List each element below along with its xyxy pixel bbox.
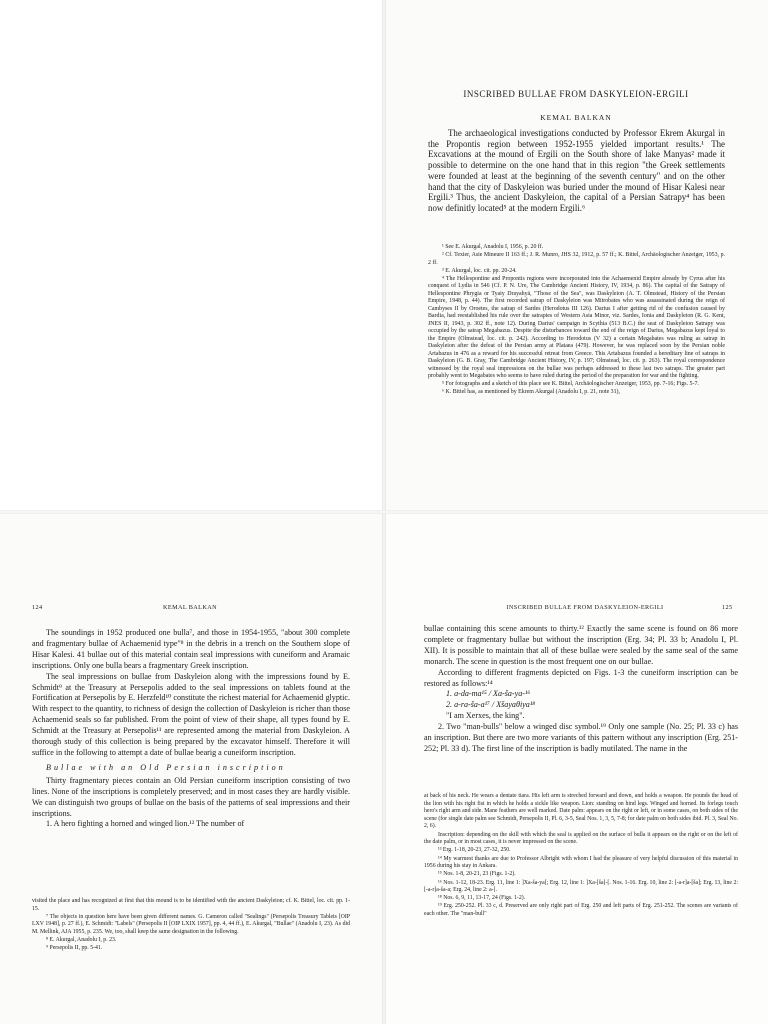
article-title: INSCRIBED BULLAE FROM DASKYLEION-ERGILI (463, 89, 689, 99)
footnote: ⁹ Persepolis II, pp. 5-41. (46, 945, 103, 952)
footnote: ⁷ The objects in question here have been given different names. G. Cameron called "Sealings" (Persepolis Treasury Tablets [OIP LXV 1948], p. 27 ff.), E. Schmidt: "Labels" (Persepolis II [OIP LXIX 1957], pp. 4, 44 ff.), E. Akurgal, "Bullae" (Anadolu I, 23). As did M. Mellink, AJA 1955, p. 235. We, too, shall keep the same designation in the following. (32, 913, 350, 935)
footnote: at back of his neck. He wears a dentate tiara. His left arm is streched forward and down, and holds a weapon. He pounds the head of the lion with his right fist in which he holds a sickle like weapon. Lion: standing on hind legs. Winged and horned. Its forlegs touch hero's right arm and side. Mane feathers are well marked. Date palm: appears on the right or left, or in some cases, on both sides of the scene (for single date palm see Schmidt, Persepolis II, Pl. 6, 3-5, Seal Nos. 1, 3, 5, 7-8; for date palm on both sides ibid. Pl. 3, Seal No. 2, 6). (424, 793, 738, 830)
footnote: visited the place and has recognized at first that this mound is to be identified with the ancient Daskyleion; cf. K. Bittel, loc. cit. pp. 1-15. (32, 898, 350, 912)
article-author: KEMAL BALKAN (540, 113, 612, 122)
paragraph: According to different fragments depicted on Figs. 1-3 the cuneiform inscription can be restored as follows:¹⁴ (424, 667, 738, 688)
paragraph: The seal impressions on bullae from Daskyleion along with the impressions found by E. Schmidt⁹ at the Treasury at Persepolis added to the seal impressions on tablets found at the Fortification at Persepolis by E. Herzfeld¹⁰ constitute the richest material for Achaemenid glyptic. With respect to the quantity, to richness of design the collection of Daskyleion is richer than those Achaemenid seals so far published. From the point of view of their shape, all types found by E. Schmidt at the Treasury at Persepolis¹¹ are represented among the material from Daskyleion. A thorough study of this collection is being prepared by the excavator himself. Therefore it will suffice in the following to attempt a date of bullae bearig a cuneiform inscription. (32, 671, 350, 757)
running-head: KEMAL BALKAN (163, 604, 217, 611)
body-text (424, 624, 738, 755)
footnote: ¹⁴ My warmest thanks are due to Professor Albright with whom I had the pleasure of very helpful discussion of this material in 1956 during his stay in Ankara. (424, 855, 738, 870)
footnote: ³ E. Akurgal, loc. cit. pp. 20-24. (442, 267, 517, 274)
translation-line: "I am Xerxes, the king". (446, 711, 525, 721)
blank-left-page-top (0, 0, 384, 512)
paragraph: The soundings in 1952 produced one bulla⁷, and those in 1954-1955, "about 300 complete and fragmentary bullae of Achaemenid type"⁸ in the debris in a trench on the Southern slope of Hisar Kalesi. 41 bullae out of this material contain seal impressions with cuneiform and Aramaic inscriptions. Only one bulla bears a fragmentary Greek inscription. (32, 628, 350, 670)
cuneiform-line: 1. a-da-ma¹⁵ / Xa-ša-ya-¹⁶ (446, 689, 531, 699)
footnote: ¹⁵ Nos. 1-8, 20-21, 23 (Figs. 1-2). (438, 871, 516, 878)
footnote: ⁴ The Hellespontine and Propontis regions were incorporated into the Achaemenid Empire already by Cyrus after his conquest of Lydia in 546 (Cf. P. N. Ure, The Cambridge Ancient History, IV, 1934, p. 86). The capital of the Satrapy of Hellespontine Phrygia or Tyaiy Drayahyā, "Those of the Sea", was Daskyleion (A. T. Olmstead, History of the Persian Empire, 1948, p. 44). The first recorded satrap of Daskyleion was Mitrobates who was assassinated during the reign of Cambyses II by Oroetes, the satrap of Sardes (Herodotus III 126). Darius I after getting rid of the confusion caused by Bardia, had reestablished his rule over the satrapies of Western Asia Minor, viz. Sardes, Ionia and Daskyleion (R. G. Kent, JNES II, 1943, p. 302 ff., note 12). During Darius' campaign in Scythia (513 B.C.) the seat of Daskyleion Satrapy was occupied by the satrap Megabazus. Despite the disturbances toward the end of the reign of Darius, Megabazus kept loyal to the Empire (Olmstead, loc. cit. p. 242). According to Herodotus (V 32) a certain Megabates was ruling as satrap in Daskyleion after the defeat of the Persian army at Plataea (479). However, he was replaced soon by the Persian noble Artabazus in 476 as a reward for his successful retreat from Greece. This Artabazus founded a hereditary line of satraps in Daskyleion (G. B. Gray, The Cambridge Ancient History, IV, p. 197; Olmstead, loc. cit. p. 263). The royal correspondence witnessed by the royal seal impressions on the bullae was perhaps addressed to these last two satraps. The greater part probably went to Megabates who seems to have ruled during the period of the preparation for war and the fighting. (428, 275, 725, 380)
paragraph: 1. A hero fighting a horned and winged lion.¹² The number of (46, 819, 245, 829)
paragraph: 2. Two "man-bulls" below a winged disc symbol.¹⁹ Only one sample (No. 25; Pl. 33 c) has an inscription. But there are two more variants of this pattern without any inscription (Erg. 251-252; Pl. 33 d). The first line of the inscription is badly mutilated. The name in the (424, 722, 738, 753)
section-heading: Bullae with an Old Persian inscription (46, 762, 286, 772)
page-number: 124 (32, 604, 43, 611)
body-text (32, 628, 350, 830)
page-124 (0, 512, 384, 1024)
page-125 (384, 512, 768, 1024)
footnote: Inscription: depending on the skill with which the seal is applied on the surface of bulla it appears on the right or on the left of the date palm, or in most cases, it is never impressed on the scene. (424, 831, 738, 846)
footnote: ¹³ Erg. 1-18, 20-23, 27-32, 250. (438, 847, 511, 854)
footnote: ⁵ For fotographs and a sketch of this place see K. Bittel, Archäologischer Anzeiger, 1953, pp. 7-16; Figs. 5-7. (442, 381, 699, 388)
footnote: ⁸ E. Akurgal, Anadolu I, p. 23. (46, 937, 117, 944)
footnotes-bottom-right (424, 793, 738, 919)
footnote: ² Cf. Texier, Asie Mineure II 163 ff.; J. R. Munro, JHS 32, 1912, p. 57 ff.; K. Bittel, Archäologischer Anzeiger, 1953, p. 2 ff. (428, 252, 725, 266)
paragraph: Thirty fragmentary pieces contain an Old Persian cuneiform inscription consisting of two lines. None of the inscriptions is completely preserved; and in most cases they are hardly visible. We can distinguish two groups of bullae on the basis of the patterns of seal impressions and their inscriptions. (32, 775, 350, 818)
footnote: ¹⁹ Erg. 250-252. Pl. 33 c, d. Preserved are only right part of Erg. 250 and left parts of Erg. 251-252. The scenes are variants of each other. The "man-bull" (424, 903, 738, 918)
footnotes-top (428, 244, 725, 398)
footnote: ¹⁶ Nos. 1-12, 18-23. Erg. 11, line 1: ]Xa-ša-ya[; Erg. 12, line 1: ]Xa-[ša]-[. Nos. 1-16. Erg. 10, line 2: [-a-r]a-[ša]; Erg. 13, line 2: [-a-r]a-ša-a; Erg. 24, line 2: a-[. (424, 879, 738, 894)
paragraph: bullae containing this scene amounts to thirty.¹² Exactly the same scene is found on 86 more complete or fragmentary bullae but without the inscription (Erg. 34; Pl. 33 b; Anadolu I, Pl. XII). It is possible to maintain that all of these bullae were sealed by the same seal of the same monarch. The scene in question is the most frequent one on our bullae. (424, 624, 738, 666)
cuneiform-line: 2. a-ra-ša-a¹⁷ / Xšayaθiya¹⁸ (446, 700, 536, 710)
footnote: ⁶ K. Bittel has, as mentioned by Ekrem Akurgal (Anadolu I, p. 21, note 31), (442, 389, 620, 396)
page-number: 125 (722, 604, 733, 611)
intro-paragraph: The archaeological investigations conducted by Professor Ekrem Akurgal in the Propontis region between 1952-1955 yielded important results.¹ The Excavations at the mound of Ergili on the South shore of lake Manyas² made it possible to determine on the one hand that in this region "the Greek settlements were founded at least at the beginning of the seventh century" and on the other hand that the city of Daskyleion was buried under the mound of Hisar Kalesi near Ergili.³ Thus, the ancient Daskyleion, the capital of a Persian Satrapy⁴ has been now definitly located⁵ at the modern Ergili.⁶ (428, 128, 725, 213)
footnote: ¹⁸ Nos. 6, 9, 11, 13-17, 24 (Figs. 1-2). (438, 895, 526, 902)
running-head: INSCRIBED BULLAE FROM DASKYLEION-ERGILI (506, 604, 664, 611)
footnotes-bottom-left (32, 898, 350, 954)
article-first-page (384, 0, 768, 512)
footnote: ¹ See E. Akurgal, Anadolu I, 1956, p. 20 ff. (442, 244, 544, 250)
horizontal-page-gutter (0, 510, 768, 514)
